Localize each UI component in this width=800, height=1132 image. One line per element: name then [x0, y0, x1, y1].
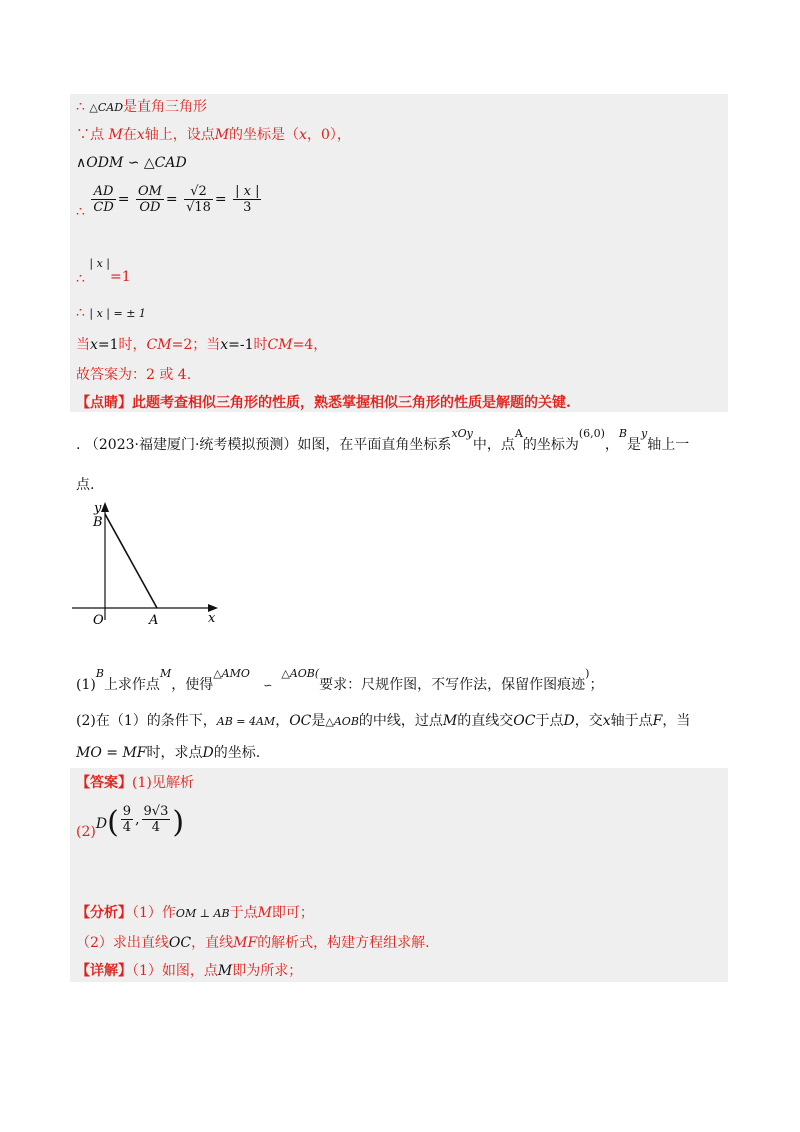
label-x: x	[208, 611, 216, 626]
answer-line-1: 【答案】(1)见解析	[76, 775, 194, 791]
answer-line-2: (2)D( $\frac{9}{4}$ , $\frac{9√3}{4}$ )	[76, 804, 185, 840]
solution-line-8: 故答案为：2 或 4.	[76, 367, 192, 383]
fraction-9-4: $\frac{9}{4}$	[122, 804, 132, 835]
question-2-cont: MO = MF时，求点D的坐标.	[76, 745, 261, 761]
label-b: B	[93, 515, 103, 530]
comment-line: 【点睛】此题考查相似三角形的性质，熟悉掌握相似三角形的性质是解题的关键.	[76, 395, 571, 411]
label-y: y	[94, 501, 102, 516]
fraction-root2-root18: $\frac{√2}{√18}$	[186, 184, 211, 215]
analysis-line-2: （2）求出直线OC，直线MF的解析式，构建方程组求解.	[76, 935, 430, 951]
label-o: O	[93, 613, 104, 628]
fraction-absx-3: $\frac{| x |}{3}$	[235, 184, 260, 215]
solution-line-5: ∴ $^{| x |}$=1	[76, 257, 131, 287]
solution-line-3: ∧ODM ∽ △CAD	[76, 155, 187, 171]
fraction-ad-cd: $\frac{AD}{CD}$	[93, 184, 114, 215]
y-axis-arrow-icon	[101, 502, 109, 512]
problem-line-1: . （2023·福建厦门·统考模拟预测）如图，在平面直角坐标系$^{xOy}$中，点$^A$的坐标为$^{(6,0)}$，$^B$是$^y$轴上一	[76, 427, 690, 453]
solution-line-1: ∴ △CAD是直角三角形	[76, 99, 208, 115]
solution-line-6: ∴ | x | = ± 1	[76, 305, 146, 321]
question-1: $(1)^B$上求作点$^M$，使得$^{\triangle AMO}$ ∽ $^{\triangle AOB(}$要求：尺规作图，不写作法，保留作图痕迹)；	[76, 667, 604, 693]
solution-line-4: ∴ $\frac{AD}{CD}$ = $\frac{OM}{OD}$ = $\frac{√2}{√18}$ = $\frac{| x |}{3}$	[76, 184, 260, 220]
solution-line-2: ∵点 M在x轴上，设点M的坐标是（x，0），	[76, 127, 351, 143]
question-2: (2)在（1）的条件下，AB = 4AM，OC是△AOB的中线，过点M的直线交OC于点D，交x轴于点F，当	[76, 713, 691, 729]
problem-line-2: 点.	[76, 477, 95, 493]
analysis-line-1: 【分析】（1）作OM ⊥ AB于点M即可；	[76, 905, 314, 921]
detail-line-1: 【详解】（1）如图，点M即为所求；	[76, 963, 303, 979]
fraction-9root3-4: $\frac{9√3}{4}$	[143, 804, 169, 835]
coordinate-figure	[60, 498, 230, 630]
segment-ab	[105, 514, 157, 608]
label-a: A	[149, 613, 159, 628]
solution-line-7: 当x=1时，CM=2；当x=-1时CM=4，	[76, 337, 328, 353]
fraction-om-od: $\frac{OM}{OD}$	[137, 184, 162, 215]
